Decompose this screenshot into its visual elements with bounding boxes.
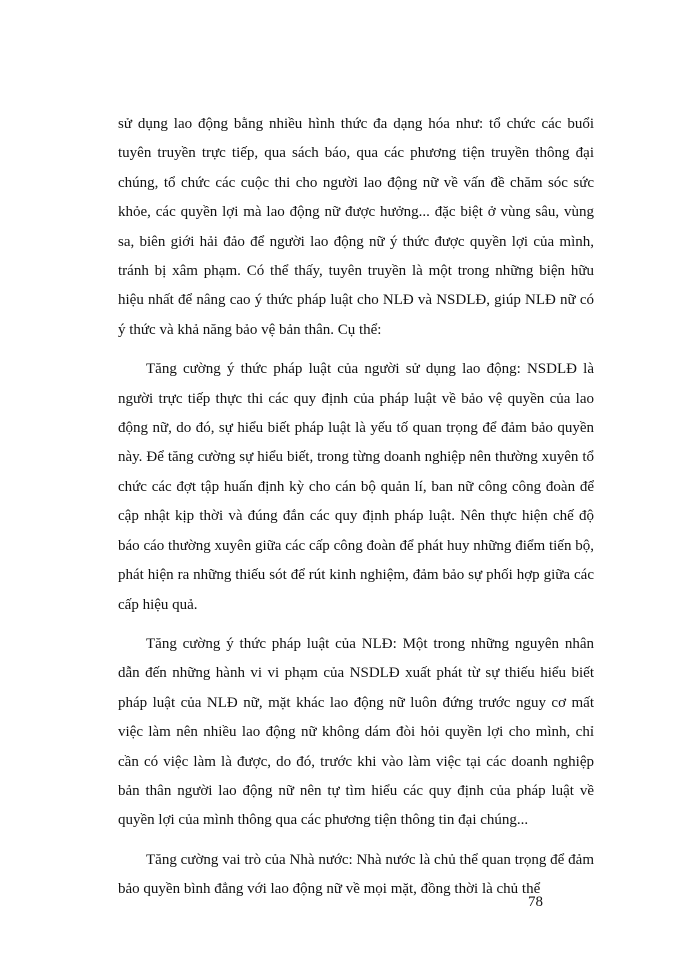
page-number: 78	[528, 894, 543, 910]
paragraph-2: Tăng cường ý thức pháp luật của người sử dụng lao động: NSDLĐ là người trực tiếp thực thi các quy định của pháp luật về bảo vệ quyền của lao động nữ, do đó, sự hiểu biết pháp luật là yếu tố quan trọng để đảm bảo quyền này. Để tăng cường sự hiểu biết, trong từng doanh nghiệp nên thường xuyên tổ chức các đợt tập huấn định kỳ cho cán bộ quản lí, ban nữ công công đoàn để cập nhật kịp thời và đúng đắn các quy định pháp luật. Nên thực hiện chế độ báo cáo thường xuyên giữa các cấp công đoàn để phát huy những điểm tiến bộ, phát hiện ra những thiếu sót để rút kinh nghiệm, đảm bảo sự phối hợp giữa các cấp hiệu quả.	[118, 361, 594, 613]
paragraph-1: sử dụng lao động bằng nhiều hình thức đa dạng hóa như: tổ chức các buổi tuyên truyền trực tiếp, qua sách báo, qua các phương tiện truyền thông đại chúng, tổ chức các cuộc thi cho người lao động nữ về vấn đề chăm sóc sức khỏe, các quyền lợi mà lao động nữ được hưởng... đặc biệt ở vùng sâu, vùng sa, biên giới hải đảo để người lao động nữ ý thức được quyền lợi của mình, tránh bị xâm phạm. Có thể thấy, tuyên truyền là một trong những biện hữu hiệu nhất để nâng cao ý thức pháp luật cho NLĐ và NSDLĐ, giúp NLĐ nữ có ý thức và khả năng bảo vệ bản thân. Cụ thể:	[118, 116, 594, 338]
paragraph-3: Tăng cường ý thức pháp luật của NLĐ: Một trong những nguyên nhân dẫn đến những hành vi vi phạm của NSDLĐ xuất phát từ sự thiếu hiểu biết pháp luật của NLĐ nữ, mặt khác lao động nữ luôn đứng trước nguy cơ mất việc làm nên nhiều lao động nữ không dám đòi hỏi quyền lợi cho mình, chỉ cần có việc làm là được, do đó, trước khi vào làm việc tại các doanh nghiệp bản thân người lao động nữ nên tự tìm hiểu các quy định của pháp luật về quyền lợi của mình thông qua các phương tiện thông tin đại chúng...	[118, 635, 594, 829]
paragraph-4: Tăng cường vai trò của Nhà nước: Nhà nước là chủ thể quan trọng để đảm bảo quyền bình đẳng với lao động nữ về mọi mặt, đồng thời là chủ thể	[118, 851, 594, 898]
body-text	[118, 110, 594, 915]
